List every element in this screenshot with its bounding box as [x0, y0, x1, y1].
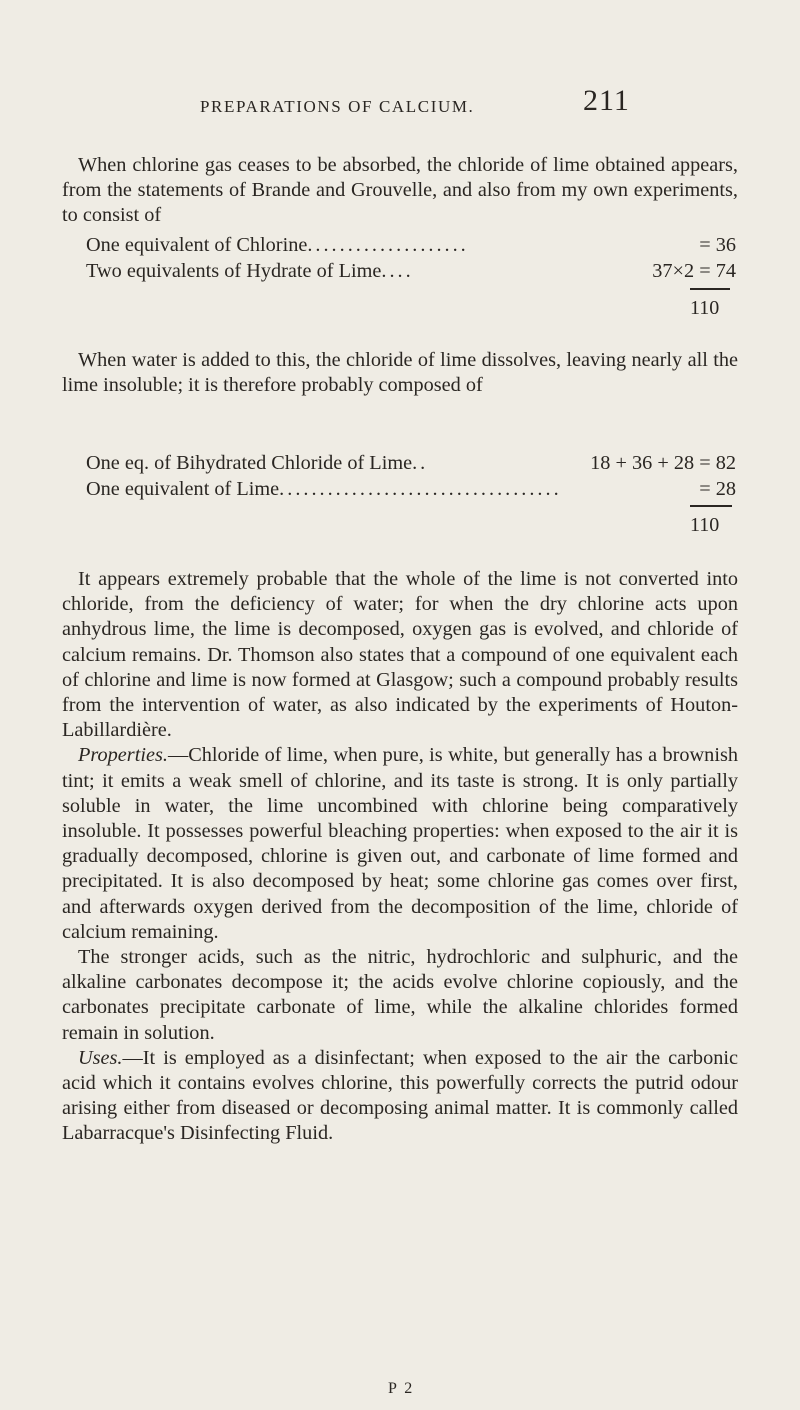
- calc2-row1-leader: ..: [412, 452, 429, 474]
- calc1-row2-leader: ....: [381, 259, 414, 282]
- middle-text: When water is added to this, the chloride of lime dissolves, leaving nearly all the lime insoluble; it is therefore probably composed of: [62, 349, 738, 397]
- calculation-2: [86, 451, 736, 502]
- calc2-row-1: [86, 451, 736, 477]
- main-body: [62, 567, 738, 1147]
- calc1-sum-rule: [690, 288, 730, 290]
- calc2-row1-label: One eq. of Bihydrated Chloride of Lime: [86, 452, 413, 474]
- calc1-row2-label: Two equivalents of Hydrate of Lime: [86, 259, 382, 282]
- intro-text: When chlorine gas ceases to be absorbed, the chloride of lime obtained appears, from the statements of Brande and Grouvelle, and also from my own experiments, to consist of: [62, 154, 738, 227]
- page-number: 211: [583, 84, 630, 117]
- uses-heading: Uses.: [78, 1046, 123, 1069]
- calc1-row2-value: 37×2 = 74: [652, 259, 736, 282]
- middle-paragraph: [62, 348, 738, 398]
- calc2-row2-label: One equivalent of Lime: [86, 477, 280, 500]
- uses-text: —It is employed as a disinfectant; when exposed to the air the carbonic acid which it contains evolves chlorine, this powerfully corrects the putrid odour arising either from diseased or decomposing animal matter. It is commonly called Labarracque's Disinfecting Fluid.: [62, 1046, 738, 1145]
- signature-mark: P 2: [388, 1380, 415, 1397]
- calc1-total: 110: [690, 297, 720, 319]
- calc2-row-2: [86, 477, 736, 503]
- calc1-row1-label: One equivalent of Chlorine: [86, 234, 308, 256]
- calc1-row-2: [86, 259, 736, 285]
- paragraph-acids: The stronger acids, such as the nitric, hydrochloric and sulphuric, and the alkaline carbonates decompose it; the acids evolve chlorine copiously, and the carbonates precipitate carbonate of lime, while the alkaline chlorides formed remain in solution.: [62, 946, 738, 1044]
- paragraph-chloride-conversion: It appears extremely probable that the whole of the lime is not converted into chloride, from the deficiency of water; for when the dry chlorine acts upon anhydrous lime, the lime is decomposed, oxygen gas is evolved, and chloride of calcium remains. Dr. Thomson also states that a compound of one equivalent each of chlorine and lime is now formed at Glasgow; such a compound probably results from the intervention of water, as also indicated by the experiments of Houton-Labillardière.: [62, 568, 738, 742]
- properties-text: —Chloride of lime, when pure, is white, but generally has a brownish tint; it emits a weak smell of chlorine, and its taste is strong. It is only partially soluble in water, the lime uncombined with chlorine being comparatively insoluble. It possesses powerful bleaching properties: when exposed to the air it is gradually decomposed, chlorine is given out, and carbonate of lime formed and precipitated. It is also decomposed by heat; some chlorine gas comes over first, and afterwards oxygen derived from the decomposition of the lime, chloride of calcium remaining.: [62, 744, 738, 943]
- calc2-row1-value: 18 + 36 + 28 = 82: [590, 452, 736, 474]
- paragraph-uses: [62, 1046, 738, 1147]
- properties-heading: Properties.: [78, 744, 168, 767]
- calc2-row2-value: = 28: [699, 477, 736, 500]
- calculation-1: [86, 233, 736, 284]
- calc1-row1-leader: ....................: [307, 234, 469, 256]
- running-title: PREPARATIONS OF CALCIUM.: [200, 97, 475, 116]
- calc1-row1-value: = 36: [699, 234, 736, 256]
- intro-paragraph: [62, 153, 738, 229]
- calc1-row-1: [86, 233, 736, 259]
- calc2-row2-leader: ...................................: [279, 477, 562, 500]
- calc2-total: 110: [690, 514, 720, 536]
- paragraph-properties: [62, 743, 738, 945]
- calc2-sum-rule: [690, 505, 732, 507]
